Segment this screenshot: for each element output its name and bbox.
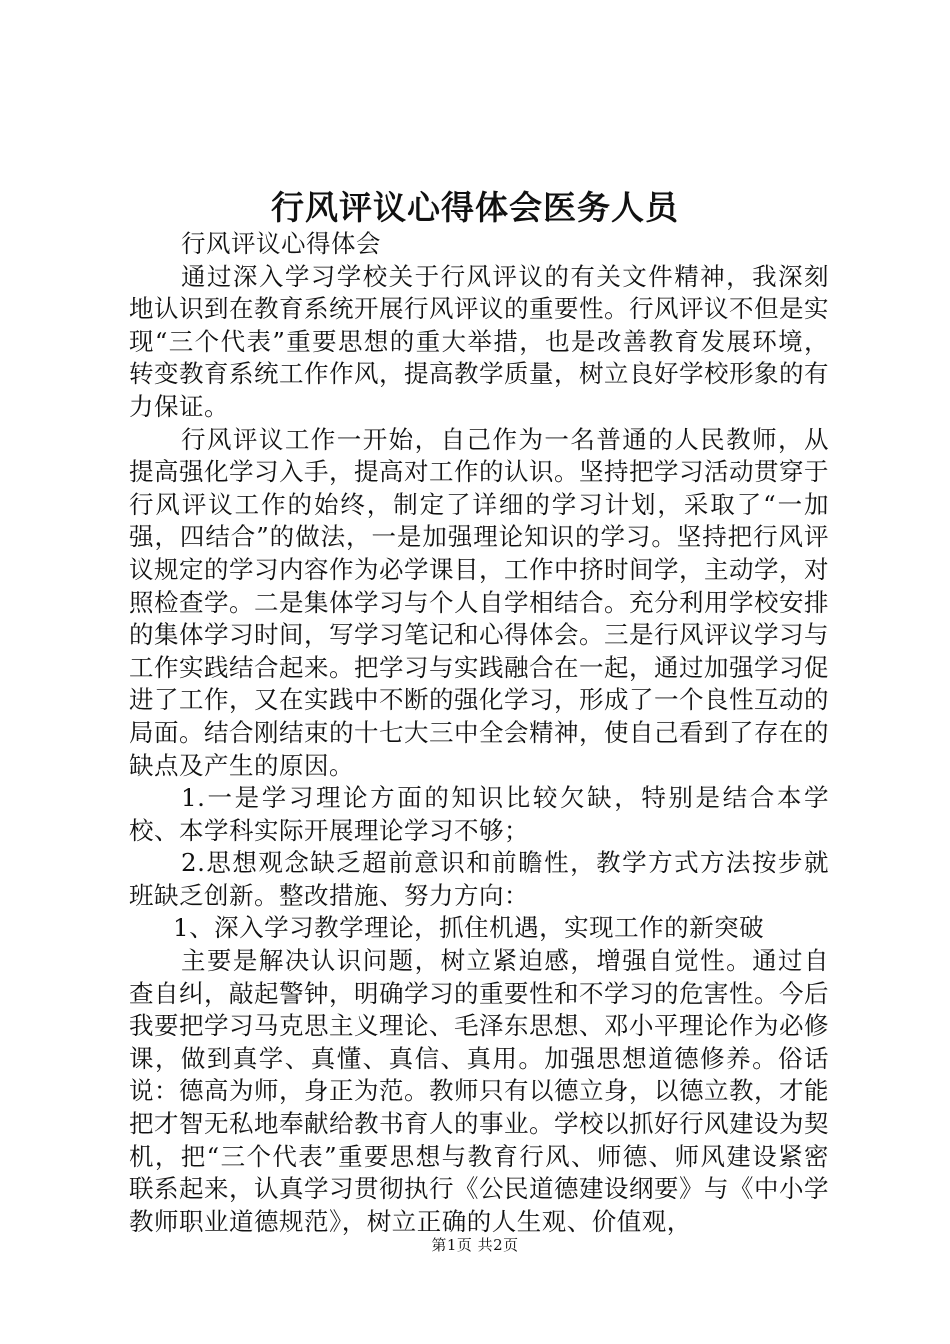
page-footer: 第1页 共2页 [431,1236,519,1254]
paragraph-point-1: 1.一是学习理论方面的知识比较欠缺，特别是结合本学校、本学科实际开展理论学习不够； [129,783,829,845]
paragraph-measures: 主要是解决认识问题，树立紧迫感，增强自觉性。通过自查自纠，敲起警钟，明确学习的重要性和不学习的危害性。今后我要把学习马克思主义理论、毛泽东思想、邓小平理论作为必修课，做到真学、真懂、真信、真用。加强思想道德修养。俗话说：德高为师，身正为范。教师只有以德立身，以德立教，才能把才智无私地奉献给教书育人的事业。学校以抓好行风建设为契机，把“三个代表”重要思想与教育行风、师德、师风建设紧密联系起来，认真学习贯彻执行《公民道德建设纲要》与《中小学教师职业道德规范》，树立正确的人生观、价值观， [129,946,829,1236]
document-body [129,228,829,1238]
paragraph-subtitle: 行风评议心得体会 [181,229,381,258]
paragraph-learning: 行风评议工作一开始，自己作为一名普通的人民教师，从提高强化学习入手，提高对工作的认识。坚持把学习活动贯穿于行风评议工作的始终，制定了详细的学习计划，采取了“一加强，四结合”的做法，一是加强理论知识的学习。坚持把行风评议规定的学习内容作为必学课目，工作中挤时间学，主动学，对照检查学。二是集体学习与个人自学相结合。充分利用学校安排的集体学习时间，写学习笔记和心得体会。三是行风评议学习与工作实践结合起来。把学习与实践融合在一起，通过加强学习促进了工作，又在实践中不断的强化学习，形成了一个良性互动的局面。结合刚结束的十七大三中全会精神，使自己看到了存在的缺点及产生的原因。 [129,424,829,780]
paragraph-point-2: 2.思想观念缺乏超前意识和前瞻性，教学方式方法按步就班缺乏创新。整改措施、努力方向： [129,848,829,910]
paragraph-heading-1: 1、深入学习教学理论，抓住机遇，实现工作的新突破 [173,913,765,943]
document-title: 行风评议心得体会医务人员 [271,188,679,227]
paragraph-intro: 通过深入学习学校关于行风评议的有关文件精神，我深刻地认识到在教育系统开展行风评议的重要性。行风评议不但是实现“三个代表”重要思想的重大举措，也是改善教育发展环境，转变教育系统工作作风，提高教学质量，树立良好学校形象的有力保证。 [129,261,829,421]
